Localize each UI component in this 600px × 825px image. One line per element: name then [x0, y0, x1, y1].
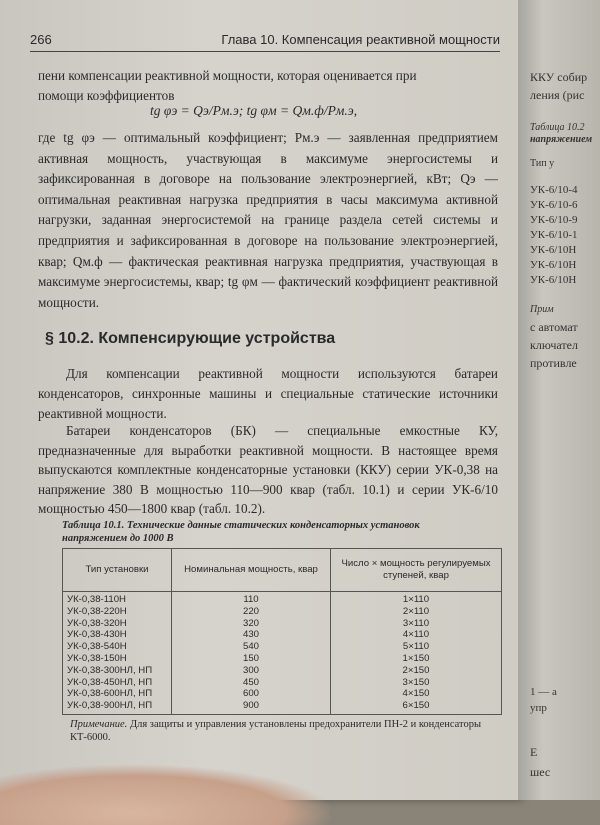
- rp-line: ления (рис: [530, 88, 585, 102]
- type-cell: УК-0,38-110Н: [67, 594, 126, 605]
- step-cell: 1×150: [402, 652, 430, 664]
- step-cell: 1×110: [402, 594, 430, 605]
- step-cell: 6×150: [402, 700, 430, 712]
- capacitor-table: [62, 548, 502, 715]
- rp-line: ключател: [530, 338, 578, 352]
- step-cell: 5×110: [402, 641, 430, 653]
- rp-line: ККУ собир: [530, 70, 588, 84]
- rp-line: противле: [530, 356, 577, 370]
- step-cell: 2×150: [402, 664, 430, 676]
- step-cell: 2×110: [402, 605, 430, 617]
- table-body-row: [63, 592, 502, 715]
- power-cell: 150: [242, 652, 259, 664]
- definitions-paragraph: где tg φэ — оптимальный коэффициент; Pм.э — заявленная предприятием активная мощность, участвующая в максимуме энергосистемы и зафиксированная в договоре на пользование электроэнергией, кВт; Qэ — оптимальная реактивная нагрузка предприятия в часы максимума активной нагрузки, заданная энергосистемой на границе раздела сетей системы и предприятия и зафиксированная в договоре на пользование электроэнергией, квар; Qм.ф — фактическая реактивная нагрузка предприятия, участвующая в максимуме энергосистемы, квар; tg φм — фактический коэффициент реактивной мощности.: [38, 130, 498, 310]
- table-note: [70, 718, 510, 744]
- intro-line-1: пени компенсации реактивной мощности, которая оценивается при: [38, 68, 417, 83]
- formula: tg φэ = Qэ/Pм.э; tg φм = Qм.ф/Pм.э,: [150, 103, 358, 118]
- power-cell: 540: [242, 641, 259, 653]
- rp-line: напряжением: [530, 134, 593, 145]
- section-title: § 10.2. Компенсирующие устройства: [45, 330, 336, 347]
- power-cell: 450: [242, 676, 259, 688]
- rp-line: Таблица 10.2: [530, 122, 585, 133]
- type-cell: УК-0,38-300НЛ, НП: [67, 664, 153, 676]
- step-cell: 3×150: [402, 676, 430, 688]
- rp-line: 1 — а: [530, 686, 557, 698]
- finger-shadow: [0, 765, 330, 825]
- type-cell: УК-0,38-320Н: [67, 617, 127, 629]
- type-cell: УК-0,38-540Н: [67, 641, 127, 653]
- header-rule: [30, 51, 500, 52]
- rp-table-row: УК-6/10Н: [530, 274, 577, 286]
- power-cell: 900: [242, 700, 259, 712]
- table-caption: Таблица 10.1. Технические данные статических конденсаторных установок напряжением до 1000 В: [62, 520, 420, 544]
- note-text: Для защиты и управления установлены предохранители ПН-2 и конденсаторы КТ-6000.: [70, 719, 482, 743]
- type-cell: УК-0,38-900НЛ, НП: [67, 700, 153, 712]
- rp-line: Тип у: [530, 158, 555, 169]
- note-label: Примечание.: [70, 719, 128, 730]
- type-cell: УК-0,38-220Н: [67, 605, 127, 617]
- paragraph-2: Батареи конденсаторов (БК) — специальные емкостные КУ, предназначенные для выработки реактивной мощности. В настоящее время выпускаются комплектные конденсаторные установки (ККУ) серии УК-0,38 на напряжение 380 В мощностью 110—900 квар (табл. 10.1) и серии УК-6/10 мощностью 450—1800 квар (табл. 10.2).: [38, 423, 498, 516]
- power-cell: 110: [243, 594, 259, 605]
- rp-line: Прим: [530, 304, 554, 315]
- type-cell: УК-0,38-430Н: [67, 629, 127, 641]
- power-cell: 220: [242, 605, 259, 617]
- rp-table-row: УК-6/10Н: [530, 244, 577, 256]
- running-header: [30, 32, 500, 47]
- rp-table-row: УК-6/10-6: [530, 199, 578, 211]
- header-steps: Число × мощность регулируемых ступеней, квар: [331, 549, 502, 592]
- intro-line-2: помощи коэффициентов: [38, 88, 175, 103]
- table-header-row: [63, 549, 502, 592]
- power-cell: 320: [242, 617, 259, 629]
- rp-line: с автомат: [530, 320, 578, 334]
- chapter-title: Глава 10. Компенсация реактивной мощности: [221, 32, 500, 47]
- rp-line: упр: [530, 702, 547, 714]
- rp-table-row: УК-6/10Н: [530, 259, 577, 271]
- power-cell: 430: [242, 629, 259, 641]
- rp-table-row: УК-6/10-1: [530, 229, 578, 241]
- power-cell: 300: [242, 664, 259, 676]
- rp-table-row: УК-6/10-4: [530, 184, 578, 196]
- step-cell: 3×110: [402, 617, 430, 629]
- type-column: [63, 592, 172, 715]
- power-cell: 600: [242, 688, 259, 700]
- paragraph-1: Для компенсации реактивной мощности используются батареи конденсаторов, синхронные машины и специальные статические источники реактивной мощности.: [38, 366, 498, 421]
- intro-text: [38, 66, 498, 106]
- rp-line: Е: [530, 745, 538, 759]
- rp-table-row: УК-6/10-9: [530, 214, 578, 226]
- type-cell: УК-0,38-600НЛ, НП: [67, 688, 153, 700]
- type-cell: УК-0,38-450НЛ, НП: [67, 676, 153, 688]
- type-cell: УК-0,38-150Н: [67, 652, 127, 664]
- rp-line: шес: [530, 765, 551, 779]
- power-column: [172, 592, 331, 715]
- step-cell: 4×110: [402, 629, 430, 641]
- step-cell: 4×150: [402, 688, 430, 700]
- steps-column: [331, 592, 502, 715]
- header-power: Номинальная мощность, квар: [172, 549, 331, 592]
- book-page-right: [518, 0, 600, 800]
- header-type: Тип установки: [63, 549, 172, 592]
- page-number: 266: [30, 32, 52, 47]
